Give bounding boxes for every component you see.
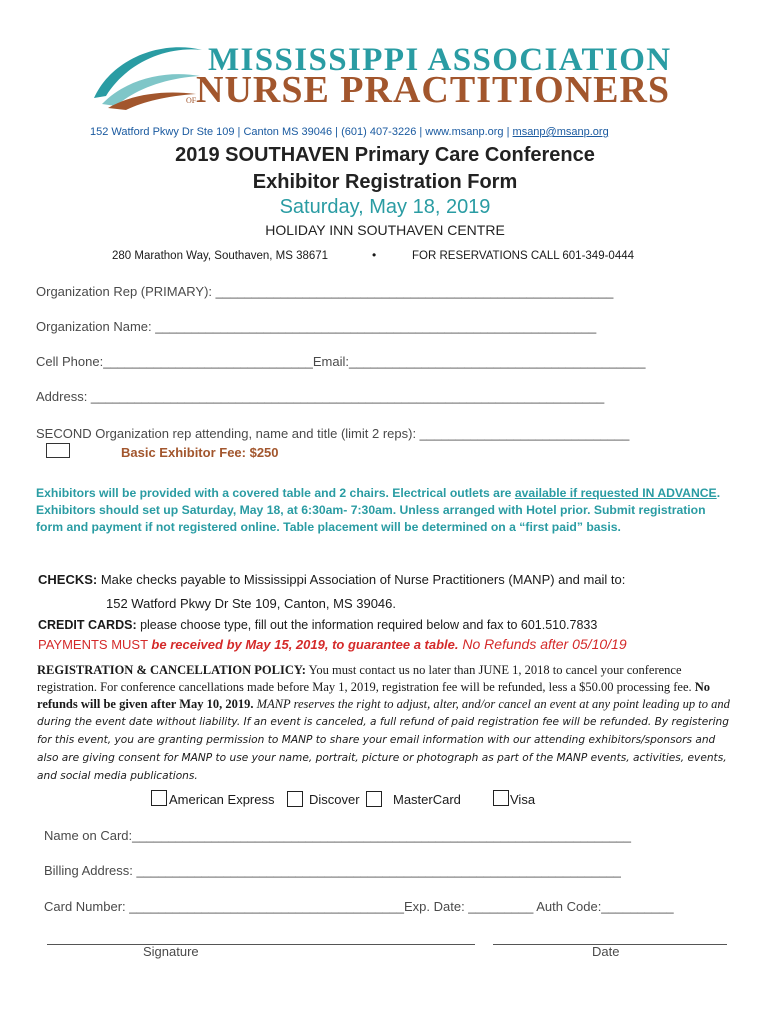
cc-label: CREDIT CARDS: [38,618,137,632]
notice-part2: . Exhibitors should set up Saturday, May 18, at 6:30am- 7:30am. Unless arranged with Hotel prior. Submit registration form and payment if not registered online. Table placement will be determined on a “first paid” basis. [36,486,721,534]
policy-italic2: during the event date without liability. If an event is canceled, a full refund of paid registration fee will be refunded. By registering for this event, you are granting permission to MANP to share your email information with our attending exhibitors/sponsors and also are giving consent for MANP to use your name, portrait, picture or photograph as part of the MANP events, activities, events, and social media publications. [37,716,729,782]
checks-line [38,572,625,587]
card-number-field[interactable]: Card Number: ______________________________________Exp. Date: _________ Auth Code:__________ [44,899,674,914]
amex-label: American Express [169,792,275,807]
contact-email-link[interactable]: msanp@msanp.org [512,126,609,138]
cc-text: please choose type, fill out the information required below and fax to 601.510.7833 [136,618,598,632]
discover-checkbox[interactable] [287,791,303,807]
contact-line [90,126,609,138]
mastercard-label: MasterCard [393,792,461,807]
policy-label: REGISTRATION & CANCELLATION POLICY: [37,663,306,677]
amex-checkbox[interactable] [151,790,167,806]
name-on-card-field[interactable]: Name on Card:_____________________________________________________________________ [44,828,632,843]
org-rep-field[interactable]: Organization Rep (PRIMARY): _______________________________________________________ [36,284,614,299]
form-title: Exhibitor Registration Form [252,171,518,193]
billing-address-field[interactable]: Billing Address: ___________________________________________________________________ [44,863,621,878]
signature-line[interactable] [47,944,475,945]
policy-text: You must contact us no later than JUNE 1, 2018 to cancel your conference registration. For conference cancellations made before May 1, 2019, registration fee will be refunded, less a $50.00 processing fee. [37,663,695,694]
venue-name: HOLIDAY INN SOUTHAVEN CENTRE [265,222,505,238]
notice-part1: Exhibitors will be provided with a covered table and 2 chairs. Electrical outlets are [36,486,515,500]
contact-text: 152 Watford Pkwy Dr Ste 109 | Canton MS 39046 | (601) 407-3226 | www.msanp.org | [90,126,510,138]
pay-must: PAYMENTS MUST [38,637,152,652]
discover-label: Discover [309,792,360,807]
checks-address: 152 Watford Pkwy Dr Ste 109, Canton, MS 39046. [106,596,396,611]
reservations-phone: FOR RESERVATIONS CALL 601-349-0444 [412,250,635,262]
mastercard-checkbox[interactable] [366,791,382,807]
checks-text: Make checks payable to Mississippi Association of Nurse Practitioners (MANP) and mail to: [97,572,626,587]
pay-deadline: be received by May 15, 2019, to guarantee a table. [151,637,459,652]
checks-label: CHECKS: [38,572,98,587]
address-field[interactable]: Address: _______________________________________________________________________ [36,389,605,404]
visa-label: Visa [510,792,536,807]
no-refunds: No Refunds after 05/10/19 [458,636,627,652]
cell-email-field[interactable]: Cell Phone:_____________________________Email:_________________________________________ [36,354,646,369]
date-label: Date [592,944,620,959]
exhibitor-notice [36,485,736,536]
signature-label: Signature [143,944,199,959]
bullet-separator: • [372,248,377,262]
second-rep-field[interactable]: SECOND Organization rep attending, name and title (limit 2 reps): _____________________________ [36,426,630,441]
venue-address: 280 Marathon Way, Southaven, MS 38671 [112,250,329,262]
logo-of: OF [186,96,197,105]
policy-italic1: MANP reserves the right to adjust, alter, and/or cancel an event at any point leading up to and [253,697,730,711]
event-date: Saturday, May 18, 2019 [279,196,491,218]
notice-underlined: available if requested IN ADVANCE [514,486,717,500]
credit-cards-line [38,618,597,632]
basic-fee-checkbox[interactable] [46,443,70,458]
cancellation-policy [37,662,737,785]
basic-fee-label: Basic Exhibitor Fee: $250 [121,445,279,460]
visa-checkbox[interactable] [493,790,509,806]
payment-deadline [38,636,627,652]
logo-title-line2: NURSE PRACTITIONERS [196,69,671,111]
org-name-field[interactable]: Organization Name: _____________________________________________________________ [36,319,597,334]
conference-title: 2019 SOUTHAVEN Primary Care Conference [175,144,595,166]
policy-bold: No refunds will be given after May 10, 2019. [37,680,711,711]
logo-title-line1: MISSISSIPPI ASSOCIATION [208,42,672,78]
